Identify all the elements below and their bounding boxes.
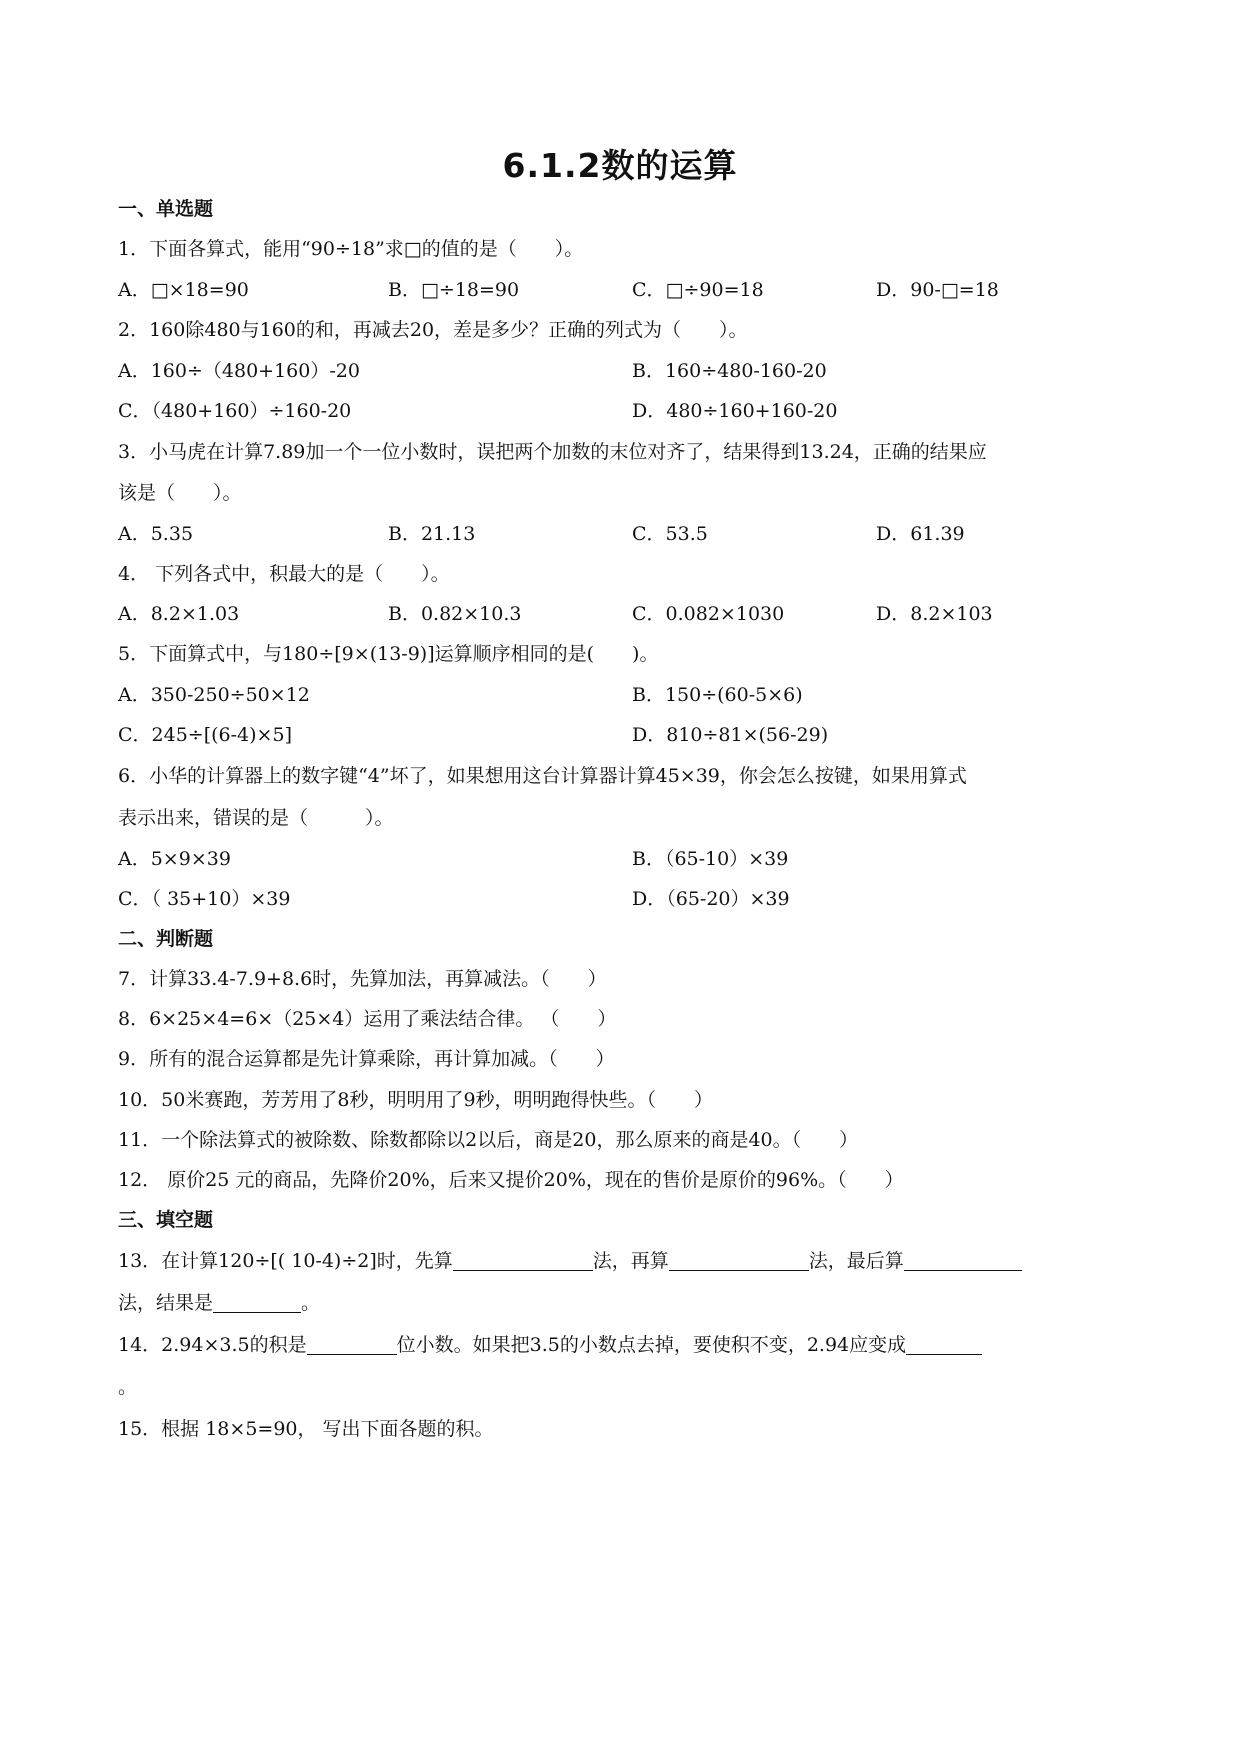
- question-5-text: 5．下面算式中，与180÷[9×(13-9)]运算顺序相同的是( )。: [118, 643, 659, 665]
- page-title: 6.1.2数的运算: [502, 146, 738, 185]
- question-14-line-1: [118, 1332, 982, 1358]
- question-2-option-b: B．160÷480-160-20: [632, 360, 827, 382]
- question-1-option-c: C．□÷90=18: [632, 279, 764, 301]
- section-heading-true-false: 二、判断题: [118, 928, 214, 950]
- question-6-option-c: C．（ 35+10）×39: [118, 888, 291, 910]
- answer-blank[interactable]: [307, 1334, 397, 1355]
- question-4-option-b: B．0.82×10.3: [388, 603, 522, 625]
- question-13-text-part-1: 13．在计算120÷[( 10-4)÷2]时，先算: [118, 1250, 453, 1272]
- question-2-option-d: D．480÷160+160-20: [632, 400, 838, 422]
- question-8-text: 8．6×25×4=6×（25×4）运用了乘法结合律。 （ ）: [118, 1008, 617, 1030]
- question-13-text-part-2: 法，再算: [592, 1250, 669, 1272]
- question-5-option-a: A．350-250÷50×12: [118, 684, 310, 706]
- question-1-option-b: B．□÷18=90: [388, 279, 520, 301]
- question-6-option-a: A．5×9×39: [118, 848, 231, 870]
- question-13-line-1: [118, 1248, 1022, 1274]
- answer-blank[interactable]: [906, 1334, 982, 1355]
- question-14-text-part-2: 位小数。如果把3.5的小数点去掉，要使积不变，2.94应变成: [396, 1334, 907, 1356]
- question-13-text-part-5: 。: [301, 1292, 321, 1314]
- question-1-text: 1．下面各算式，能用“90÷18”求□的值的是（ ）。: [118, 238, 584, 260]
- question-6-option-b: B．（65-10）×39: [632, 848, 789, 870]
- question-10-text: 10．50米赛跑，芳芳用了8秒，明明用了9秒，明明跑得快些。（ ）: [118, 1089, 714, 1111]
- question-5-option-c: C．245÷[(6-4)×5]: [118, 724, 292, 746]
- question-6-text-line-2: 表示出来，错误的是（ ）。: [118, 807, 394, 829]
- answer-blank[interactable]: [669, 1250, 809, 1271]
- question-2-option-c: C．（480+160）÷160-20: [118, 400, 352, 422]
- question-3-option-d: D．61.39: [876, 523, 965, 545]
- question-13-text-part-4: 法，结果是: [118, 1292, 214, 1314]
- question-13-text-part-3: 法，最后算: [808, 1250, 904, 1272]
- question-1-option-a: A．□×18=90: [118, 279, 249, 301]
- question-6-text-line-1: 6．小华的计算器上的数字键“4”坏了，如果想用这台计算器计算45×39，你会怎么按键，如果用算式: [118, 765, 967, 787]
- question-11-text: 11．一个除法算式的被除数、除数都除以2以后，商是20，那么原来的商是40。（ ）: [118, 1129, 859, 1151]
- question-5-option-b: B．150÷(60-5×6): [632, 684, 803, 706]
- question-9-text: 9．所有的混合运算都是先计算乘除，再计算加减。（ ）: [118, 1048, 615, 1070]
- question-3-option-a: A．5.35: [118, 523, 194, 545]
- question-4-option-a: A．8.2×1.03: [118, 603, 240, 625]
- question-7-text: 7．计算33.4-7.9+8.6时，先算加法，再算减法。（ ）: [118, 968, 607, 990]
- question-15-text: 15．根据 18×5=90， 写出下面各题的积。: [118, 1418, 494, 1440]
- question-12-text: 12． 原价25 元的商品，先降价20%，后来又提价20%，现在的售价是原价的96%。（ ）: [118, 1169, 904, 1191]
- section-heading-single-choice: 一、单选题: [118, 198, 214, 220]
- question-3-option-c: C．53.5: [632, 523, 708, 545]
- question-5-option-d: D．810÷81×(56-29): [632, 724, 829, 746]
- question-4-text: 4． 下列各式中，积最大的是（ ）。: [118, 563, 450, 585]
- section-heading-fill-in: 三、填空题: [118, 1209, 214, 1231]
- question-3-option-b: B．21.13: [388, 523, 476, 545]
- question-2-text: 2．160除480与160的和，再减去20，差是多少？正确的列式为（ ）。: [118, 319, 748, 341]
- question-6-option-d: D．（65-20）×39: [632, 888, 790, 910]
- answer-blank[interactable]: [904, 1250, 1022, 1271]
- question-4-option-d: D．8.2×103: [876, 603, 993, 625]
- answer-blank[interactable]: [453, 1250, 593, 1271]
- question-3-text-line-1: 3．小马虎在计算7.89加一个一位小数时，误把两个加数的末位对齐了，结果得到13.24，正确的结果应: [118, 441, 987, 463]
- question-3-text-line-2: 该是（ ）。: [118, 482, 242, 504]
- question-14-line-2: 。: [118, 1376, 138, 1398]
- answer-blank[interactable]: [213, 1292, 301, 1313]
- question-4-option-c: C．0.082×1030: [632, 603, 785, 625]
- question-13-line-2: [118, 1290, 320, 1316]
- question-14-text-part-1: 14．2.94×3.5的积是: [118, 1334, 307, 1356]
- question-2-option-a: A．160÷（480+160）-20: [118, 360, 360, 382]
- question-1-option-d: D．90-□=18: [876, 279, 999, 301]
